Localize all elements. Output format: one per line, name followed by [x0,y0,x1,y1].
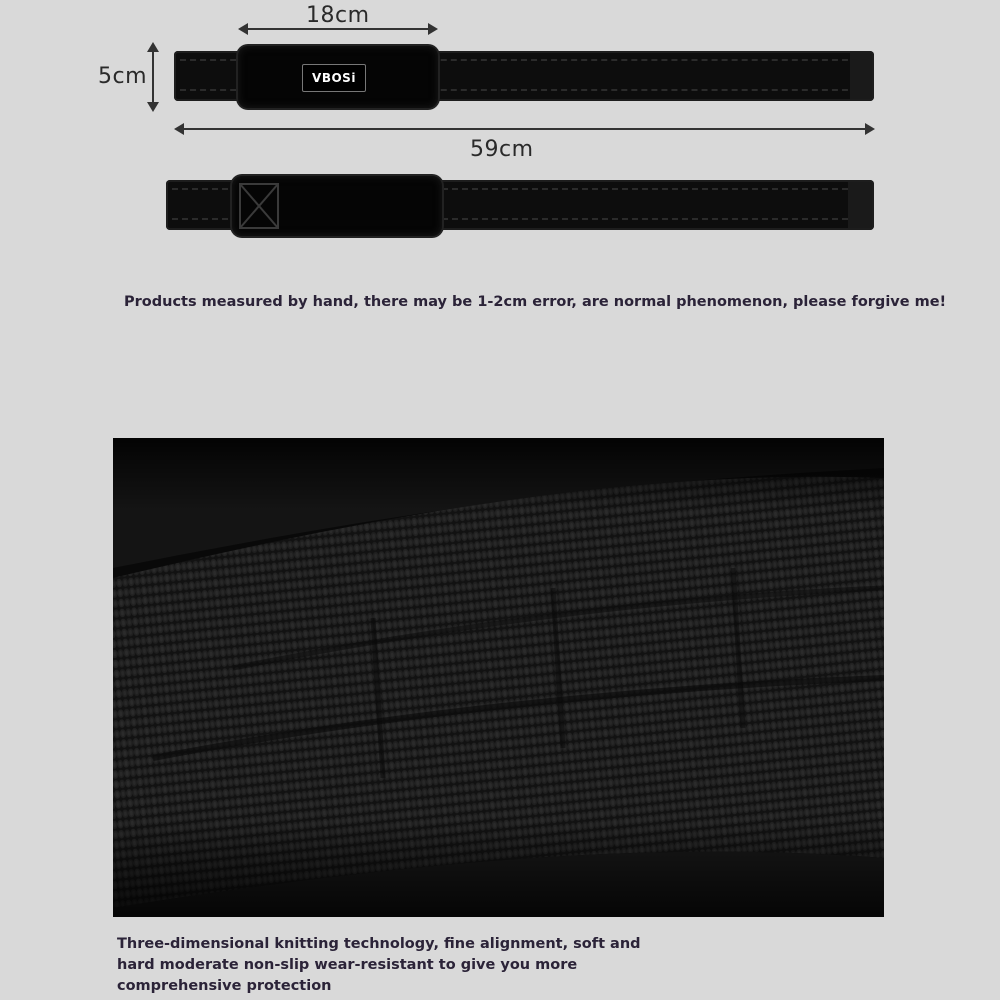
bottom-strap-end-cap [848,182,872,228]
pad-length-label: 18cm [306,3,370,28]
measurement-note: Products measured by hand, there may be 1-2cm error, are normal phenomenon, please forgive me! [124,294,947,310]
pad-length-arrow [240,28,436,30]
top-strap-end-cap [850,53,872,99]
feature-description [117,934,677,997]
feature-description-line-1: Three-dimensional knitting technology, fine alignment, soft and [117,936,641,952]
width-label: 5cm [98,64,148,89]
x-stitch-icon [238,182,280,230]
feature-description-line-2: hard moderate non-slip wear-resistant to give you more [117,957,578,973]
brand-logo: VBOSi [302,64,366,92]
fabric-closeup-image [113,438,884,917]
width-arrow [152,44,154,110]
total-length-arrow [176,128,873,130]
feature-description-line-3: comprehensive protection [117,978,332,994]
total-length-label: 59cm [470,137,534,162]
